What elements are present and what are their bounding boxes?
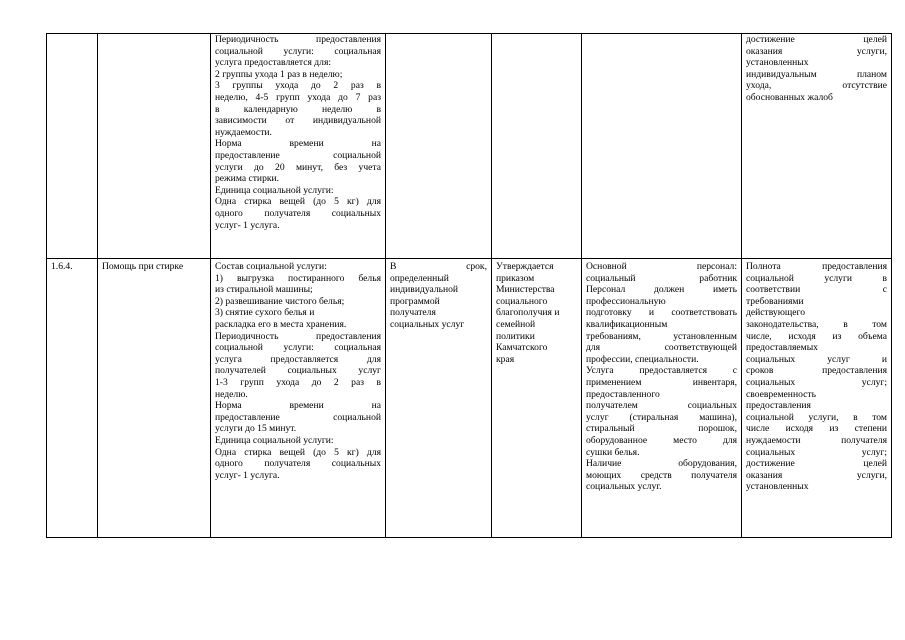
cell-text-line: Утверждается [496, 261, 554, 272]
cell-text-line: числе, исходя из объема [746, 330, 887, 342]
cell-text-line: Норма времени на [215, 400, 381, 412]
cell-text-line: стиральный порошок, [586, 423, 737, 435]
table-row [47, 34, 892, 259]
cell-text-line: предоставление социальной [215, 411, 381, 423]
cell-text-line: применением инвентаря, [586, 376, 737, 388]
cell-text-line: Одна стирка вещей (до 5 кг) для [215, 196, 381, 208]
quality-indicators-cell [742, 34, 892, 259]
cell-text-line: Единица социальной услуги: [215, 434, 334, 446]
cell-text-line: услуга предоставляется для [215, 353, 381, 365]
cell-text-line: программой [390, 295, 440, 307]
service-conditions-cell [582, 259, 742, 538]
cell-text-line: 1) выгрузка постиранного белья [215, 272, 381, 284]
cell-text-line: профессиональную [586, 295, 666, 307]
cell-text-line: семейной [496, 318, 536, 330]
cell-text-line: для соответствующей [586, 342, 737, 354]
cell-text-line: требованиям, установленным [586, 330, 737, 342]
cell-text-line: неделю. [215, 388, 248, 400]
cell-text-line: нуждаемости получателя [746, 434, 887, 446]
cell-text-line: Одна стирка вещей (до 5 кг) для [215, 446, 381, 458]
cell-text-line: социальной услуги в [746, 272, 887, 284]
cell-text-line: предоставление социальной [215, 149, 381, 161]
cell-text-line: установленных [746, 57, 809, 69]
cell-text-line: Наличие оборудования, [586, 458, 737, 470]
cell-text-line: оказания услуги, [746, 45, 887, 57]
cell-text-line: зависимости от индивидуальной [215, 115, 381, 127]
cell-text-line: подготовку и соответствовать [586, 307, 737, 319]
cell-text-line: получателем социальных [586, 400, 737, 412]
cell-text-line: нуждаемости. [215, 126, 272, 138]
cell-text-line: 1-3 групп ухода до 2 раз в [215, 376, 381, 388]
cell-text-line: получателей социальных услуг [215, 365, 381, 377]
cell-text-line: моющих средств получателя [586, 469, 737, 481]
cell-text-line: Периодичность предоставления [215, 330, 381, 342]
tariff-approval-cell [492, 34, 582, 259]
cell-text-line: 2) развешивание чистого белья; [215, 295, 345, 307]
cell-text-line: услуги до 15 минут. [215, 423, 297, 435]
cell-text-line: индивидуальным планом [746, 68, 887, 80]
cell-text-line: профессии, специальности. [586, 353, 699, 365]
cell-text-line: В срок, [390, 261, 487, 272]
cell-text-line: услуг- 1 услуга. [215, 469, 280, 481]
cell-text-line: социальный работник [586, 272, 737, 284]
cell-text-line: социальных услуг; [746, 446, 887, 458]
cell-text-line: индивидуальной [390, 284, 459, 296]
cell-text-line: одного получателя социальных [215, 458, 381, 470]
cell-text-line: Периодичность предоставления [215, 34, 381, 45]
cell-text-line: приказом [496, 272, 535, 284]
cell-text-line: неделю, 4-5 групп ухода до 7 раз [215, 91, 381, 103]
service-name-cell [98, 259, 211, 538]
cell-text-line: из стиральной машины; [215, 284, 313, 296]
cell-text-line: Услуга предоставляется с [586, 365, 737, 377]
cell-text-line: социальной услуги: социальная [215, 342, 381, 354]
cell-text-line: социального [496, 295, 548, 307]
tariff-approval-cell [492, 259, 582, 538]
cell-text-line: 2 группы ухода 1 раз в неделю; [215, 68, 343, 80]
cell-text-line: раскладка его в места хранения. [215, 318, 347, 330]
service-content-cell [211, 34, 386, 259]
cell-text-line: соответствии с [746, 284, 887, 296]
cell-text-line: Министерства [496, 284, 555, 296]
cell-text-line: в календарную неделю в [215, 103, 381, 115]
cell-text-line: социальных услуг. [586, 481, 662, 493]
cell-text-line: действующего [746, 307, 806, 319]
cell-text-line: Основной персонал: [586, 261, 737, 272]
cell-text-line: одного получателя социальных [215, 207, 381, 219]
cell-text-line: услуга предоставляется для: [215, 57, 332, 69]
cell-text-line: края [496, 353, 515, 365]
cell-text-line: ухода, отсутствие [746, 80, 887, 92]
cell-text-line: услуги до 20 минут, без учета [215, 161, 381, 173]
cell-text-line: получателя [390, 307, 436, 319]
cell-text-line: благополучия и [496, 307, 560, 319]
cell-text-line: социальных услуг и [746, 353, 887, 365]
cell-text-line: оказания услуги, [746, 469, 887, 481]
service-term-cell [386, 34, 492, 259]
cell-text-line: предоставления [746, 400, 811, 412]
quality-indicators-cell [742, 259, 892, 538]
cell-text-line: предоставленного [586, 388, 660, 400]
cell-text-line: установленных [746, 481, 809, 493]
cell-text-line: достижение целей [746, 34, 887, 45]
table-row [47, 259, 892, 538]
cell-text-line: предоставляемых [746, 342, 818, 354]
cell-text-line: Персонал должен иметь [586, 284, 737, 296]
cell-text-line: числе исходя из степени [746, 423, 887, 435]
cell-text-line: определенный [390, 272, 449, 284]
service-number-cell [47, 259, 98, 538]
cell-text-line: режима стирки. [215, 173, 280, 185]
service-number-cell [47, 34, 98, 259]
cell-text-line: 3) снятие сухого белья и [215, 307, 315, 319]
cell-text-line: законодательства, в том [746, 318, 887, 330]
cell-text-line: оборудованное место для [586, 434, 737, 446]
cell-text-line: политики [496, 330, 535, 342]
cell-text-line: требованиями [746, 295, 804, 307]
cell-text-line: обоснованных жалоб [746, 91, 833, 103]
cell-text-line: социальной услуги: социальная [215, 45, 381, 57]
cell-text-line: Единица социальной услуги: [215, 184, 334, 196]
cell-text-line: сушки белья. [586, 446, 640, 458]
cell-text-line: Полнота предоставления [746, 261, 887, 272]
cell-text-line: 1.6.4. [51, 261, 73, 272]
service-standards-table [46, 33, 892, 538]
service-conditions-cell [582, 34, 742, 259]
service-name-cell [98, 34, 211, 259]
service-content-cell [211, 259, 386, 538]
cell-text-line: Норма времени на [215, 138, 381, 150]
cell-text-line: Помощь при стирке [102, 261, 184, 272]
cell-text-line: социальной услуги, в том [746, 411, 887, 423]
cell-text-line: Состав социальной услуги: [215, 261, 327, 272]
cell-text-line: сроков предоставления [746, 365, 887, 377]
cell-text-line: достижение целей [746, 458, 887, 470]
cell-text-line: своевременность [746, 388, 816, 400]
cell-text-line: услуг- 1 услуга. [215, 219, 280, 231]
cell-text-line: квалификационным [586, 318, 668, 330]
cell-text-line: 3 группы ухода до 2 раз в [215, 80, 381, 92]
cell-text-line: социальных услуг; [746, 376, 887, 388]
cell-text-line: социальных услуг [390, 318, 465, 330]
cell-text-line: Камчатского [496, 342, 548, 354]
service-term-cell [386, 259, 492, 538]
cell-text-line: услуг (стиральная машина), [586, 411, 737, 423]
